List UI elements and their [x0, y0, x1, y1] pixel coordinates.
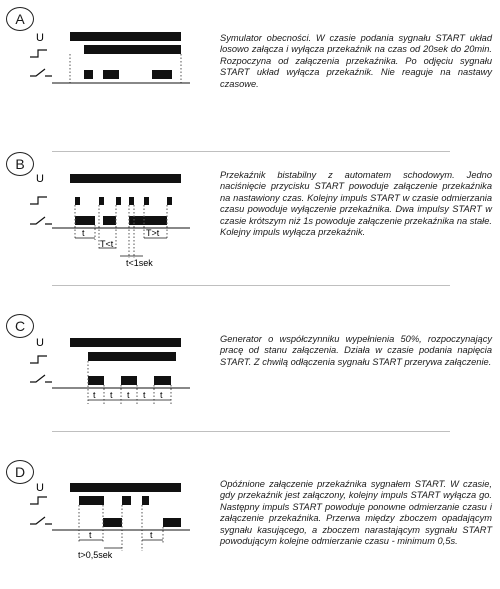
u-label: U	[36, 32, 44, 44]
relay-pulse	[163, 518, 181, 527]
relay-contact-icon	[30, 69, 52, 76]
u-label: U	[36, 337, 44, 349]
relay-pulse	[121, 376, 137, 385]
label-t: t	[82, 228, 85, 238]
timing-diagram-c	[0, 334, 210, 434]
start-pulse	[75, 197, 80, 205]
start-signal-icon	[30, 356, 47, 363]
timing-diagram-b	[0, 170, 210, 290]
start-signal-icon	[30, 497, 47, 504]
start-pulse	[167, 197, 172, 205]
description-d: Opóźnione załączenie przekaźnika sygnałem START. W czasie, gdy przekaźnik jest załączony, kolejny impuls START wyłącza go. Następny impuls START powoduje ponowne odmierzanie czasu i załączenie przekaźnika. Przerwa między zboczem opadającym sygnału kasującego, a zboczem narastającym sygnału START powodującym kolejne odmierzanie czasu - minimum 0,5s.	[220, 479, 492, 547]
timing-diagram-a	[0, 26, 210, 116]
u-label: U	[36, 173, 44, 185]
label-t: t	[110, 390, 113, 400]
section-badge-b: B	[6, 152, 34, 176]
start-pulse	[122, 496, 131, 505]
start-pulse	[142, 496, 149, 505]
label-t: t	[150, 530, 153, 540]
start-pulse	[144, 197, 149, 205]
section-d	[0, 432, 500, 586]
section-a	[0, 0, 500, 150]
label-t-sek: t>0,5sek	[78, 550, 113, 560]
start-pulse	[129, 197, 134, 205]
start-bar	[88, 352, 176, 361]
start-signal-icon	[30, 50, 47, 57]
section-badge-d: D	[6, 460, 34, 484]
relay-pulse	[88, 376, 104, 385]
description-c: Generator o współczynniku wypełnienia 50%, rozpoczynający pracę od stanu załączenia. Działa w czasie podania napięcia START. Z chwilą odłączenia sygnału START przerywa załączenie.	[220, 334, 492, 367]
section-badge-c: C	[6, 314, 34, 338]
start-signal-icon	[30, 197, 47, 204]
relay-pulse	[103, 216, 116, 225]
relay-pulse	[129, 216, 167, 225]
relay-pulse	[75, 216, 95, 225]
relay-contact-icon	[30, 375, 52, 382]
relay-pulse	[103, 70, 119, 79]
relay-contact-icon	[30, 517, 52, 524]
section-b	[0, 152, 500, 302]
label-t: t	[160, 390, 163, 400]
supply-bar	[70, 338, 181, 347]
label-t: t	[93, 390, 96, 400]
start-pulse	[79, 496, 104, 505]
label-t: t	[127, 390, 130, 400]
label-t: t	[89, 530, 92, 540]
label-t-lt: T<t	[100, 239, 114, 249]
relay-contact-icon	[30, 217, 52, 224]
section-badge-a: A	[6, 7, 34, 31]
label-t: t	[143, 390, 146, 400]
start-pulse	[99, 197, 104, 205]
relay-pulse	[152, 70, 172, 79]
section-c	[0, 286, 500, 426]
timing-diagram-d	[0, 479, 210, 589]
supply-bar	[70, 174, 181, 183]
start-pulse	[116, 197, 121, 205]
description-a: Symulator obecności. W czasie podania sygnału START układ losowo załącza i wyłącza przekaźnik na czas od 20sek do 20min. Rozpoczyna od załączenia przekaźnika. Po odjęciu sygnału START układ wyłącza przekaźnik. Nie reaguje na nastawy czasowe.	[220, 33, 492, 89]
relay-pulse	[84, 70, 93, 79]
start-bar	[84, 45, 181, 54]
supply-bar	[70, 483, 181, 492]
label-t-gt: T>t	[146, 228, 160, 238]
relay-pulse	[103, 518, 122, 527]
supply-bar	[70, 32, 181, 41]
u-label: U	[36, 482, 44, 494]
description-b: Przekaźnik bistabilny z automatem schodowym. Jedno naciśnięcie przycisku START powoduje załączenie przekaźnika na nastawiony czas. Kolejny impuls START w czasie odmierzania czasu powoduje wyłączenie przekaźnika. Dwa impulsy START w czasie krótszym niż 1s powoduje załączenie przekaźnika na stałe. Kolejny impuls wyłącza przekaźnik.	[220, 170, 492, 238]
label-t-sek: t<1sek	[126, 258, 153, 268]
relay-pulse	[154, 376, 171, 385]
